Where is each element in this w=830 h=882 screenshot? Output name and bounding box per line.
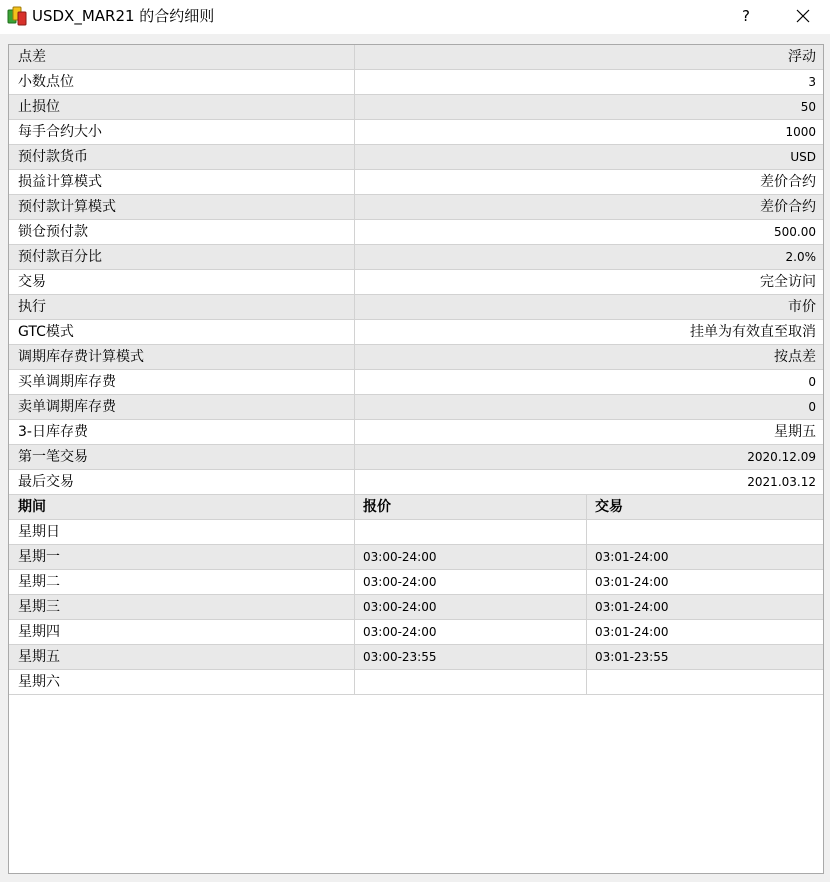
schedule-trade <box>588 520 823 544</box>
spec-label: 点差 <box>9 45 355 69</box>
schedule-row[interactable] <box>9 520 823 545</box>
app-logo-icon <box>7 6 27 26</box>
spec-label: 执行 <box>9 295 355 319</box>
contract-spec-table[interactable] <box>8 44 824 874</box>
spec-label: 预付款货币 <box>9 145 355 169</box>
spec-row[interactable] <box>9 70 823 95</box>
spec-value: 按点差 <box>774 349 816 365</box>
spec-row[interactable] <box>9 295 823 320</box>
spec-row[interactable] <box>9 45 823 70</box>
schedule-row[interactable] <box>9 620 823 645</box>
schedule-trade: 03:01-24:00 <box>595 575 669 589</box>
spec-row[interactable] <box>9 420 823 445</box>
spec-label: 每手合约大小 <box>9 120 355 144</box>
spec-label: 预付款计算模式 <box>9 195 355 219</box>
spec-label: 卖单调期库存费 <box>9 395 355 419</box>
spec-label: 锁仓预付款 <box>9 220 355 244</box>
spec-label: 止损位 <box>9 95 355 119</box>
spec-label: 最后交易 <box>9 470 355 494</box>
spec-label: 损益计算模式 <box>9 170 355 194</box>
schedule-trade: 03:01-24:00 <box>595 600 669 614</box>
spec-value: 2.0% <box>785 250 816 264</box>
schedule-trade: 03:01-24:00 <box>595 625 669 639</box>
spec-value: 2021.03.12 <box>747 475 816 489</box>
spec-label: 预付款百分比 <box>9 245 355 269</box>
spec-label: 调期库存费计算模式 <box>9 345 355 369</box>
spec-value: 完全访问 <box>760 274 816 290</box>
spec-value: 挂单为有效直至取消 <box>690 324 816 340</box>
spec-value: 市价 <box>788 299 816 315</box>
schedule-quote: 03:00-23:55 <box>356 645 587 669</box>
spec-label: 买单调期库存费 <box>9 370 355 394</box>
spec-value: 差价合约 <box>760 174 816 190</box>
schedule-trade: 03:01-23:55 <box>595 650 669 664</box>
schedule-column-header[interactable]: 报价 <box>356 495 587 519</box>
spec-row[interactable] <box>9 170 823 195</box>
schedule-quote: 03:00-24:00 <box>356 620 587 644</box>
schedule-row[interactable] <box>9 670 823 695</box>
spec-value: 3 <box>808 75 816 89</box>
spec-value: 0 <box>808 375 816 389</box>
close-button[interactable] <box>782 0 824 32</box>
schedule-column-header[interactable]: 交易 <box>595 499 623 515</box>
schedule-trade: 03:01-24:00 <box>595 550 669 564</box>
spec-value: 50 <box>800 100 816 114</box>
spec-row[interactable] <box>9 395 823 420</box>
help-button[interactable]: ? <box>742 7 750 25</box>
schedule-row[interactable] <box>9 570 823 595</box>
title-bar <box>0 0 830 34</box>
spec-label: 3-日库存费 <box>9 420 355 444</box>
schedule-day: 星期五 <box>9 645 355 669</box>
schedule-header <box>9 495 823 520</box>
schedule-quote <box>356 670 587 694</box>
spec-value: 1000 <box>785 125 816 139</box>
spec-row[interactable] <box>9 270 823 295</box>
spec-row[interactable] <box>9 445 823 470</box>
spec-row[interactable] <box>9 195 823 220</box>
spec-row[interactable] <box>9 145 823 170</box>
spec-row[interactable] <box>9 470 823 495</box>
close-icon <box>796 9 810 23</box>
schedule-quote: 03:00-24:00 <box>356 595 587 619</box>
spec-label: 小数点位 <box>9 70 355 94</box>
spec-row[interactable] <box>9 245 823 270</box>
schedule-column-header[interactable]: 期间 <box>9 495 355 519</box>
schedule-day: 星期日 <box>9 520 355 544</box>
spec-row[interactable] <box>9 345 823 370</box>
schedule-row[interactable] <box>9 545 823 570</box>
spec-value: 0 <box>808 400 816 414</box>
spec-row[interactable] <box>9 320 823 345</box>
spec-row[interactable] <box>9 120 823 145</box>
schedule-quote: 03:00-24:00 <box>356 570 587 594</box>
spec-label: 交易 <box>9 270 355 294</box>
spec-value: 2020.12.09 <box>747 450 816 464</box>
spec-value: 浮动 <box>788 49 816 65</box>
schedule-row[interactable] <box>9 645 823 670</box>
spec-row[interactable] <box>9 370 823 395</box>
schedule-day: 星期二 <box>9 570 355 594</box>
spec-value: 500.00 <box>774 225 816 239</box>
spec-value: 星期五 <box>774 424 816 440</box>
spec-row[interactable] <box>9 95 823 120</box>
spec-value: USD <box>790 150 816 164</box>
spec-value: 差价合约 <box>760 199 816 215</box>
schedule-day: 星期六 <box>9 670 355 694</box>
schedule-trade <box>588 670 823 694</box>
schedule-day: 星期一 <box>9 545 355 569</box>
schedule-quote <box>356 520 587 544</box>
window-title: USDX_MAR21 的合约细则 <box>32 7 215 25</box>
schedule-day: 星期四 <box>9 620 355 644</box>
schedule-quote: 03:00-24:00 <box>356 545 587 569</box>
schedule-day: 星期三 <box>9 595 355 619</box>
spec-label: 第一笔交易 <box>9 445 355 469</box>
schedule-row[interactable] <box>9 595 823 620</box>
spec-row[interactable] <box>9 220 823 245</box>
spec-label: GTC模式 <box>9 320 355 344</box>
